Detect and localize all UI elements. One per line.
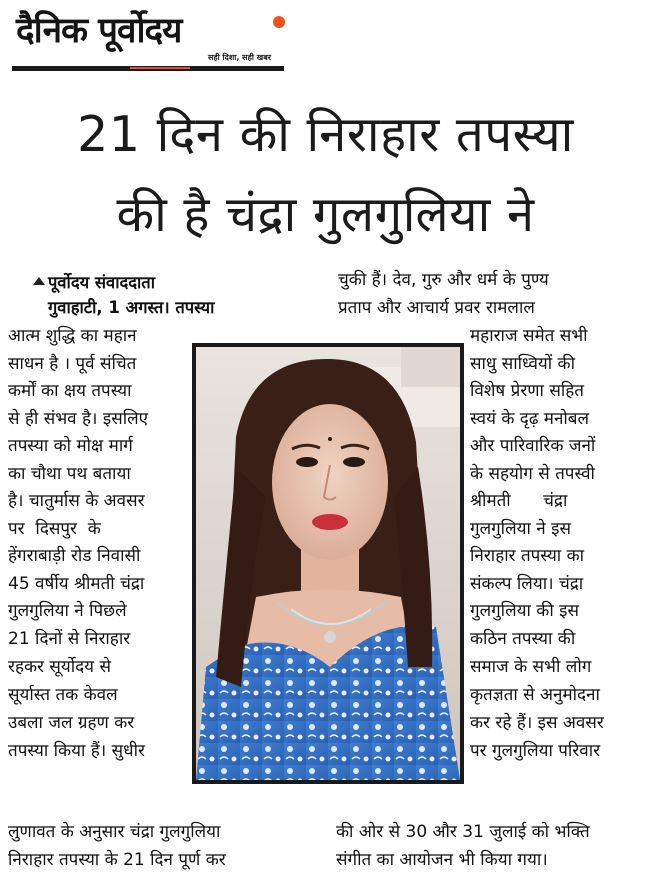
left-column-line: सूर्यास्त तक केवल (8, 685, 118, 705)
newspaper-name: दैनिक पूर्वोदय (16, 11, 182, 51)
right-bottom-line: संगीत का आयोजन भी किया गया। (336, 850, 548, 870)
byline-triangle-icon (33, 277, 45, 285)
byline: पूर्वोदय संवाददाता (48, 273, 155, 292)
left-bottom-line: निराहार तपस्या के 21 दिन पूर्ण कर (8, 850, 226, 870)
headline-line-1: 21 दिन की निराहार तपस्या (77, 106, 574, 163)
right-column-line: संकल्प लिया। चंद्रा (470, 574, 584, 594)
left-column-line: तपस्या किया हैं। सुधीर (8, 741, 145, 761)
left-column-line: है। चातुर्मास के अवसर (8, 491, 145, 511)
right-top-line: चुकी हैं। देव, गुरु और धर्म के पुण्य (338, 270, 549, 290)
right-column-line: निराहार तपस्या का (470, 546, 585, 566)
logo-dot-icon (273, 16, 285, 28)
right-column-line: विशेष प्रेरणा सहित (470, 381, 584, 401)
newspaper-tagline: सही दिशा, सही खबर (208, 53, 272, 62)
portrait-photo (196, 347, 460, 780)
left-column-line: से ही संभव है। इसलिए (8, 409, 149, 429)
headline-line-2: की है चंद्रा गुलगुलिया ने (116, 186, 535, 243)
right-column-line: के सहयोग से तपस्वी (470, 464, 595, 484)
right-column-line: समाज के सभी लोग (470, 657, 592, 677)
left-column-line: 45 वर्षीय श्रीमती चंद्रा (8, 574, 145, 594)
right-column-line: कठिन तपस्या की (470, 629, 576, 649)
right-column-line: स्वयं के दृढ़ मनोबल (470, 409, 590, 429)
dateline: गुवाहाटी, 1 अगस्त। तपस्या (48, 298, 215, 317)
left-column-line: 21 दिनों से निराहार (8, 629, 131, 649)
left-bottom-line: लुणावत के अनुसार चंद्रा गुलगुलिया (8, 822, 221, 842)
left-column-line: उबला जल ग्रहण कर (8, 713, 135, 733)
left-column-line: गुलगुलिया ने पिछले (8, 601, 127, 621)
left-column-line: तपस्या को मोक्ष मार्ग (8, 436, 133, 456)
right-column-line: महाराज समेत सभी (470, 326, 588, 346)
left-column-line: कर्मों का क्षय तपस्या (8, 381, 132, 401)
left-column-line: हेंगराबाड़ी रोड निवासी (8, 546, 141, 566)
left-column-line: रहकर सूर्योदय से (8, 657, 111, 677)
right-column-line: श्रीमती चंद्रा (470, 491, 568, 511)
left-column-line: साधन है । पूर्व संचित (8, 354, 137, 374)
right-top-line: प्रताप और आचार्य प्रवर रामलाल (338, 298, 535, 318)
right-column-line: कर रहे हैं। इस अवसर (470, 713, 604, 733)
right-bottom-line: की ओर से 30 और 31 जुलाई को भक्ति (336, 822, 590, 842)
left-column-line: आत्म शुद्धि का महान (8, 326, 137, 346)
left-column-line: का चौथा पथ बताया (8, 464, 131, 484)
left-column-line: पर दिसपुर के (8, 519, 101, 539)
right-column-line: कृतज्ञता से अनुमोदना (470, 685, 600, 705)
right-column-line: और पारिवारिक जनों (470, 436, 596, 456)
masthead-logo (10, 4, 290, 72)
right-column-line: पर गुलगुलिया परिवार (470, 741, 601, 761)
right-column-line: गुलगुलिया की इस (470, 601, 579, 621)
masthead-accent-line (130, 67, 190, 69)
right-column-line: साधु साध्वियों की (470, 354, 576, 374)
right-column-line: गुलगुलिया ने इस (470, 519, 571, 539)
